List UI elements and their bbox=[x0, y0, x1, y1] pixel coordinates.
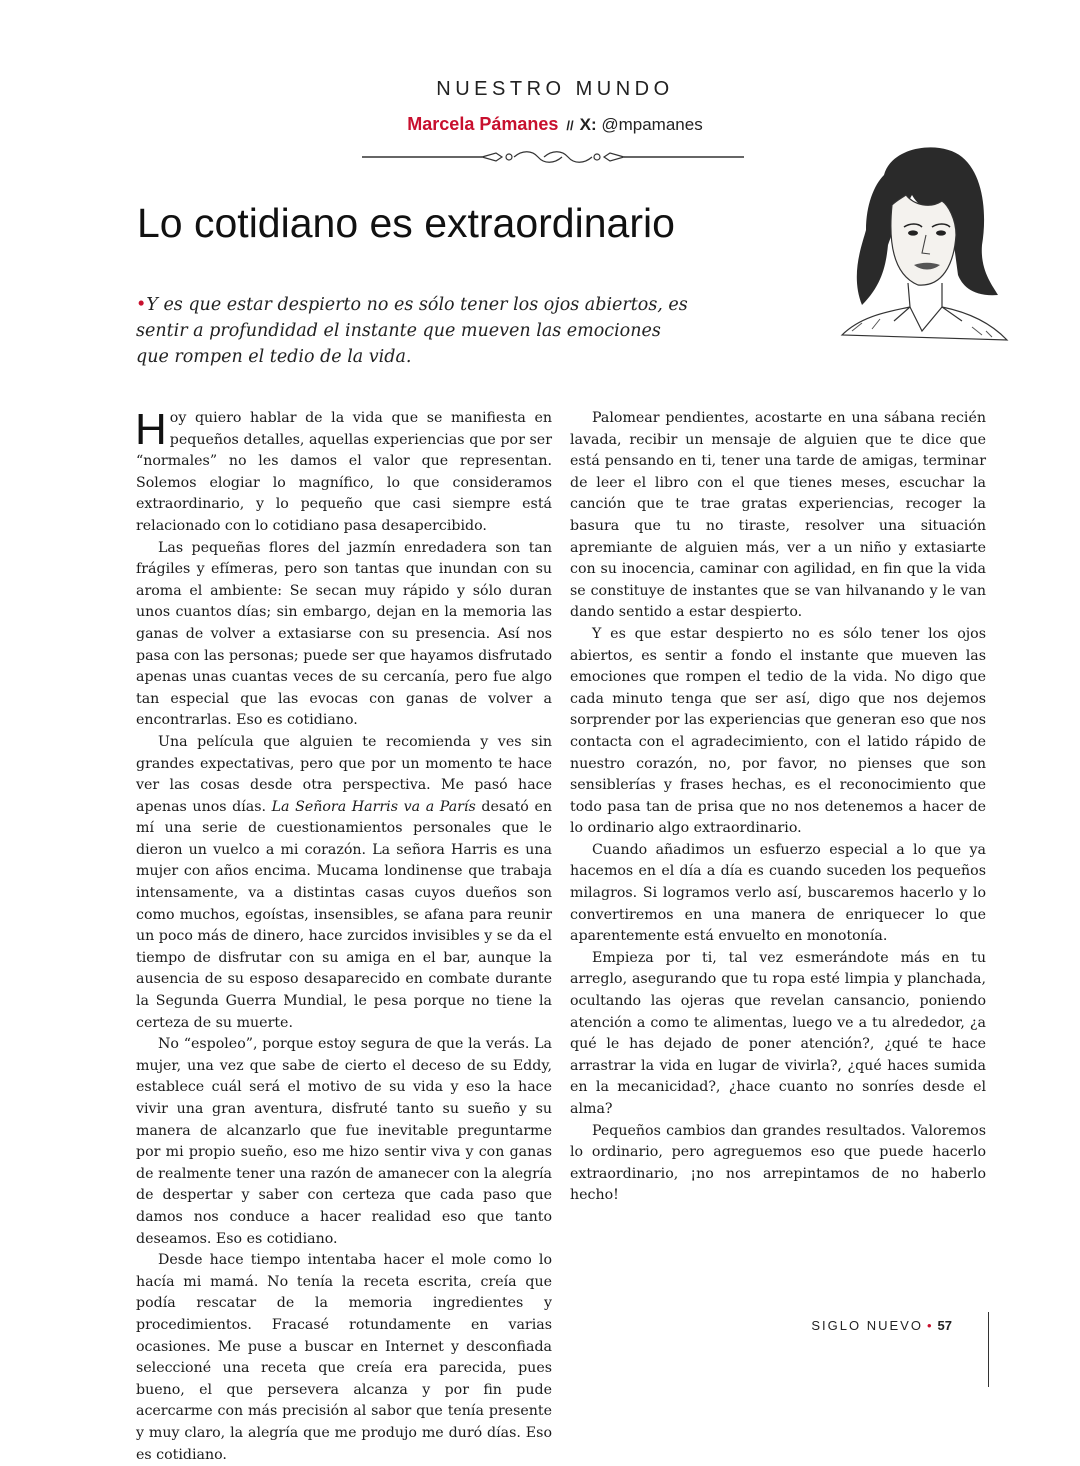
paragraph-8: Cuando añadimos un esfuerzo especial a lo que ya hacemos en el día a día es cuando suceden los pequeños milagros. Si logramos verlo así, buscaremos hacerlo y lo convertiremos en una manera de enriquecer lo que aparentemente está envuelto en monotonía. bbox=[570, 841, 986, 945]
paragraph-10: Pequeños cambios dan grandes resultados. Valoremos lo ordinario, pero agreguemos eso que puede hacerlo extraordinario, ¡no nos arrepintamos de no haberlo hecho! bbox=[570, 1122, 986, 1204]
paragraph-1 bbox=[135, 405, 552, 538]
section-label: NUESTRO MUNDO bbox=[436, 78, 674, 100]
paragraph-3 bbox=[136, 732, 552, 1034]
drop-cap: H bbox=[135, 405, 167, 454]
paragraph-9: Empieza por ti, tal vez esmerándote más en tu arreglo, asegurando que tu ropa esté limpia y planchada, ocultando las ojeras que revelan cansancio, poniendo atención a como te alimentas, luego ve a tu alrededor, ¿a qué le has dejado de poner atención?, ¿qué te hace arrastrar la vida en lugar de vivirla?, ¿qué haces sumida en la mecanicidad?, ¿hace cuanto no sonríes desde el alma? bbox=[570, 949, 986, 1117]
author-portrait-illustration bbox=[822, 135, 1012, 345]
article-column-right bbox=[570, 408, 986, 1207]
paragraph-5: Desde hace tiempo intentaba hacer el mole como lo hacía mi mamá. No tenía la receta escrita, creía que podía rescatar de la memoria ingredientes y procedimientos. Fracasé rotundamente en varias ocasiones. Me puse a buscar en Internet y desconfiada seleccioné una receta que creía era parecida, pues bueno, el que persevera alcanza y por fin pude acercarme con más precisión al sabor que tenía presente y muy claro, la alegría que me produjo me duró días. Eso es cotidiano. bbox=[136, 1252, 552, 1463]
publication-name: SIGLO NUEVO bbox=[811, 1318, 923, 1333]
social-handle: @mpamanes bbox=[601, 115, 703, 134]
paragraph-3-text-a: Una película que alguien te recomienda y ves sin grandes expectativas, pero que por un momento te hace ver las cosas desde otra perspectiva. Me pasó hace apenas unos días. bbox=[136, 733, 552, 815]
paragraph-2: Las pequeñas flores del jazmín enredadera son tan frágiles y efímeras, pero son tantas que inundan con su aroma el ambiente: Se secan muy rápido y sólo duran unos cuantos días; sin embargo, dejan en la memoria las ganas de volver a extasiarse con su presencia. Así nos pasa con las personas; puede ser que hayamos disfrutado apenas unas cuantas veces de su cercanía, pero fue algo tan especial que las evocas con ganas de volver a encontrarlas. Eso es cotidiano. bbox=[136, 539, 552, 729]
pull-quote-bullet: • bbox=[136, 295, 147, 315]
paragraph-1-text: oy quiero hablar de la vida que se manifiesta en pequeños detalles, aquellas experiencias que por ser “normales” no les damos el valor que representan. Solemos elogiar lo magnífico, lo que consideramos extraordinario, y lo pequeño que casi siempre está relacionado con lo cotidiano pasa desapercibido. bbox=[136, 410, 552, 534]
article-column-left bbox=[135, 405, 552, 1466]
footer-rule bbox=[988, 1312, 989, 1387]
film-title: La Señora Harris va a París bbox=[271, 798, 476, 815]
page-footer bbox=[811, 1318, 952, 1333]
paragraph-3-text-b: desató en mí una serie de cuestionamientos personales que le dieron un vuelco a mi corazón. La señora Harris es una mujer con años encima. Mucama londinense que trabaja intensamente, va a distintas casas cuyos dueños son como muchos, egoístas, insensibles, se afana para reunir un poco más de dinero, hace zurcidos invisibles y se da el tiempo de disfrutar con su amiga en el bar, aunque la ausencia de su esposo desaparecido en combate durante la Segunda Guerra Mundial, le pesa porque no tiene la certeza de su muerte. bbox=[136, 798, 552, 1031]
article-title: Lo cotidiano es extraordinario bbox=[137, 200, 675, 246]
byline bbox=[360, 114, 750, 135]
social-label: X: bbox=[579, 115, 597, 134]
scroll-divider-ornament bbox=[362, 148, 744, 166]
author-name: Marcela Pámanes bbox=[407, 114, 559, 134]
pull-quote bbox=[136, 292, 696, 370]
paragraph-6: Palomear pendientes, acostarte en una sábana recién lavada, recibir un mensaje de alguien que te dice que está pensando en ti, tener una tarde de amigas, terminar de leer el libro con el que tienes meses, escuchar la canción que te trae gratas experiencias, recoger la basura que tu no tiraste, resolver una situación apremiante de alguien más, ver a un niño y extasiarte con su inocencia, caminar con agilidad, en fin que la vida se constituye de instantes que se van hilvanando y le van dando sentido a estar despierto. bbox=[570, 410, 986, 621]
footer-dot: • bbox=[926, 1318, 934, 1333]
paragraph-4: No “espoleo”, porque estoy segura de que la verás. La mujer, una vez que sabe de cierto el deceso de su Eddy, establece cuál será el motivo de su vida y eso la hace vivir una gran aventura, disfruté tanto su sueño y su manera de alcanzarlo que fue inevitable preguntarme por mi propio sueño, eso me hizo sentir viva y con ganas de realmente tener una razón de amanecer con la alegría de despertar y saber con certeza que cada paso que damos nos conduce a hacer realidad eso que tanto deseamos. Eso es cotidiano. bbox=[136, 1036, 552, 1247]
paragraph-7: Y es que estar despierto no es sólo tener los ojos abiertos, es sentir a fondo el instante que mueven las emociones que rompen el tedio de la vida. No digo que cada minuto tenga que ser así, digo que nos dejemos sorprender por las experiencias que generan eso que nos contacta con el agradecimiento, con el latido rápido de nuestro corazón, no, por favor, no pienses que son sensiblerías y frases hechas, es el reconocimiento que todo pasa tan de prisa que no nos detenemos a hacer de lo ordinario algo extraordinario. bbox=[570, 625, 986, 837]
byline-separator: // bbox=[566, 118, 574, 133]
page-number: 57 bbox=[937, 1318, 952, 1333]
pull-quote-text: Y es que estar despierto no es sólo tener los ojos abiertos, es sentir a profundidad el instante que mueven las emociones que rompen el tedio de la vida. bbox=[136, 295, 688, 367]
